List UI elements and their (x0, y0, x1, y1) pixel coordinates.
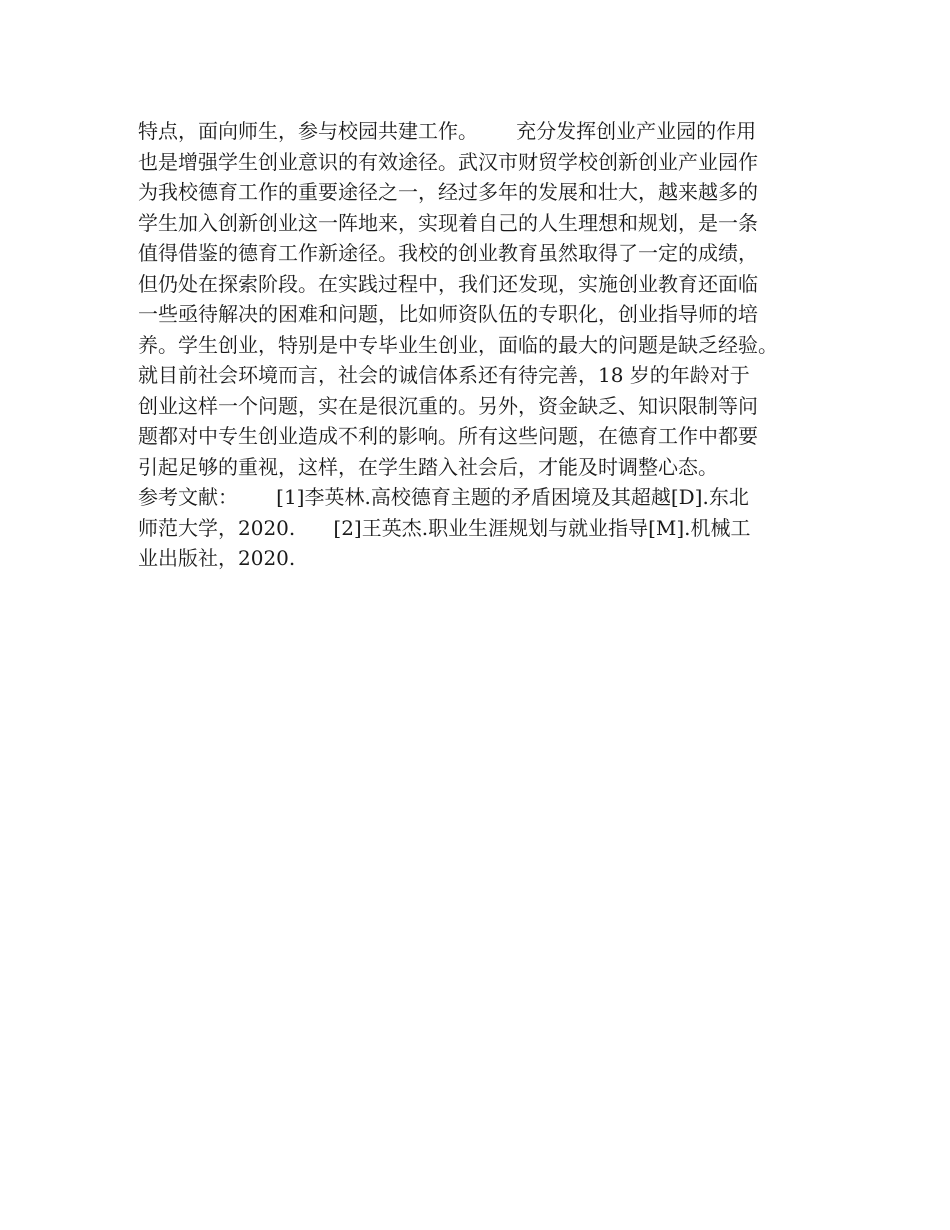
text-line: 题都对中专生创业造成不利的影响。所有这些问题，在德育工作中都要 (138, 424, 758, 448)
text-line: 值得借鉴的德育工作新途径。我校的创业教育虽然取得了一定的成绩， (138, 241, 758, 265)
text-line: 一些亟待解决的困难和问题，比如师资队伍的专职化，创业指导师的培 (138, 302, 758, 326)
text-line: 就目前社会环境而言，社会的诚信体系还有待完善，18 岁的年龄对于 (138, 363, 750, 387)
text-line: 特点，面向师生，参与校园共建工作。 充分发挥创业产业园的作用 (138, 119, 757, 143)
reference-line: 业出版社，2020. (138, 546, 296, 570)
text-line: 引起足够的重视，这样，在学生踏入社会后，才能及时调整心态。 (138, 454, 718, 479)
text-line: 创业这样一个问题，实在是很沉重的。另外，资金缺乏、知识限制等问 (138, 393, 758, 418)
text-line: 但仍处在探索阶段。在实践过程中，我们还发现，实施创业教育还面临 (138, 271, 758, 296)
text-line: 也是增强学生创业意识的有效途径。武汉市财贸学校创新创业产业园作 (138, 149, 758, 174)
body-text (138, 116, 838, 574)
reference-line: 师范大学，2020. [2]王英杰.职业生涯规划与就业指导[M].机械工 (138, 515, 751, 540)
reference-line: 参考文献： [1]李英林.高校德育主题的矛盾困境及其超越[D].东北 (138, 485, 749, 509)
text-line: 养。学生创业，特别是中专毕业生创业，面临的最大的问题是缺乏经验。 (138, 332, 778, 357)
text-line: 为我校德育工作的重要途径之一，经过多年的发展和壮大，越来越多的 (138, 180, 758, 204)
text-line: 学生加入创新创业这一阵地来，实现着自己的人生理想和规划，是一条 (138, 210, 758, 235)
